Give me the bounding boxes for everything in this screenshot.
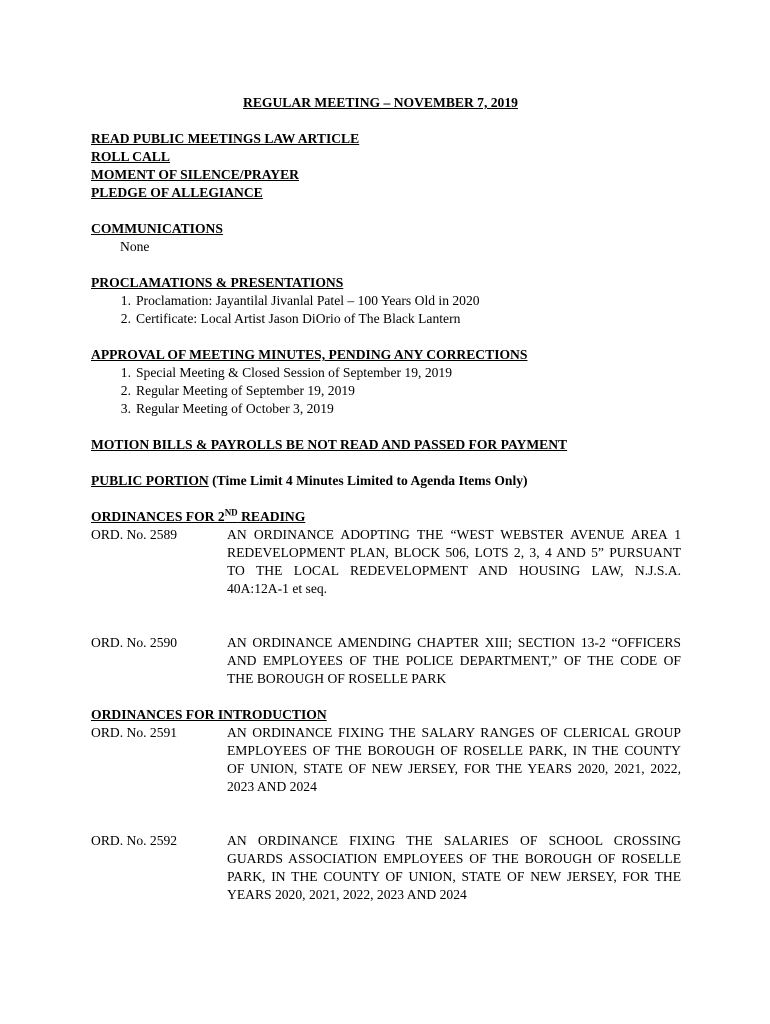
list-item <box>91 382 681 400</box>
list-number: 2. <box>120 311 131 326</box>
ordinance-description: AN ORDINANCE AMENDING CHAPTER XIII; SECTION 13-2 “OFFICERS AND EMPLOYEES OF THE POLICE DEPARTMENT,” OF THE CODE OF THE BOROUGH OF ROSELLE PARK <box>227 635 681 686</box>
proclamations-list <box>91 292 681 328</box>
ordinance-number: ORD. No. 2592 <box>91 833 178 848</box>
second-reading-heading <box>91 508 681 526</box>
ordinance-row <box>91 724 681 796</box>
ordinance-description: AN ORDINANCE FIXING THE SALARIES OF SCHOOL CROSSING GUARDS ASSOCIATION EMPLOYEES OF THE BOROUGH OF ROSELLE PARK, IN THE COUNTY OF UNION, STATE OF NEW JERSEY, FOR THE YEARS 2020, 2021, 2022, 2023 AND 2024 <box>227 833 681 902</box>
ordinance-number: ORD. No. 2591 <box>91 725 178 740</box>
second-reading-heading-pre: ORDINANCES FOR 2 <box>91 509 225 524</box>
list-item-text: Proclamation: Jayantilal Jivanlal Patel – 100 Years Old in 2020 <box>136 293 480 308</box>
agenda-content <box>91 94 681 904</box>
ordinance-row <box>91 526 681 598</box>
list-item <box>91 310 681 328</box>
public-portion-note: (Time Limit 4 Minutes Limited to Agenda Items Only) <box>208 473 528 488</box>
second-reading-heading-sup: ND <box>224 507 238 518</box>
public-portion-heading: PUBLIC PORTION <box>91 473 209 488</box>
list-item <box>91 364 681 382</box>
list-item-text: Regular Meeting of October 3, 2019 <box>136 401 334 416</box>
opening-item-moment-of-silence: MOMENT OF SILENCE/PRAYER <box>91 167 299 182</box>
list-number: 2. <box>120 383 131 398</box>
proclamations-heading: PROCLAMATIONS & PRESENTATIONS <box>91 275 344 290</box>
list-item-text: Special Meeting & Closed Session of September 19, 2019 <box>136 365 453 380</box>
list-item <box>91 292 681 310</box>
communications-heading: COMMUNICATIONS <box>91 221 223 236</box>
opening-item-pledge: PLEDGE OF ALLEGIANCE <box>91 185 263 200</box>
opening-item-public-meetings-law: READ PUBLIC MEETINGS LAW ARTICLE <box>91 131 360 146</box>
communications-text: None <box>120 239 150 254</box>
ordinance-row <box>91 634 681 688</box>
minutes-list <box>91 364 681 418</box>
ordinance-number: ORD. No. 2589 <box>91 527 178 542</box>
second-reading-heading-post: READING <box>237 509 306 524</box>
ordinance-number: ORD. No. 2590 <box>91 635 178 650</box>
ordinance-description: AN ORDINANCE ADOPTING THE “WEST WEBSTER AVENUE AREA 1 REDEVELOPMENT PLAN, BLOCK 506, LOTS 2, 3, 4 AND 5” PURSUANT TO THE LOCAL REDEVELOPMENT AND HOUSING LAW, N.J.S.A. 40A:12A-1 et seq. <box>227 527 681 596</box>
list-item-text: Regular Meeting of September 19, 2019 <box>136 383 355 398</box>
list-number: 3. <box>120 401 131 416</box>
introduction-heading: ORDINANCES FOR INTRODUCTION <box>91 707 327 722</box>
list-number: 1. <box>120 365 131 380</box>
ordinance-row <box>91 832 681 904</box>
opening-item-roll-call: ROLL CALL <box>91 149 170 164</box>
public-portion-line <box>91 472 681 490</box>
page-title: REGULAR MEETING – NOVEMBER 7, 2019 <box>243 95 518 110</box>
list-number: 1. <box>120 293 131 308</box>
list-item <box>91 400 681 418</box>
minutes-heading: APPROVAL OF MEETING MINUTES, PENDING ANY CORRECTIONS <box>91 347 528 362</box>
motion-bills-heading: MOTION BILLS & PAYROLLS BE NOT READ AND PASSED FOR PAYMENT <box>91 437 568 452</box>
ordinance-description: AN ORDINANCE FIXING THE SALARY RANGES OF CLERICAL GROUP EMPLOYEES OF THE BOROUGH OF ROSELLE PARK, IN THE COUNTY OF UNION, STATE OF NEW JERSEY, FOR THE YEARS 2020, 2021, 2022, 2023 AND 2024 <box>227 725 681 794</box>
list-item-text: Certificate: Local Artist Jason DiOrio of The Black Lantern <box>136 311 461 326</box>
